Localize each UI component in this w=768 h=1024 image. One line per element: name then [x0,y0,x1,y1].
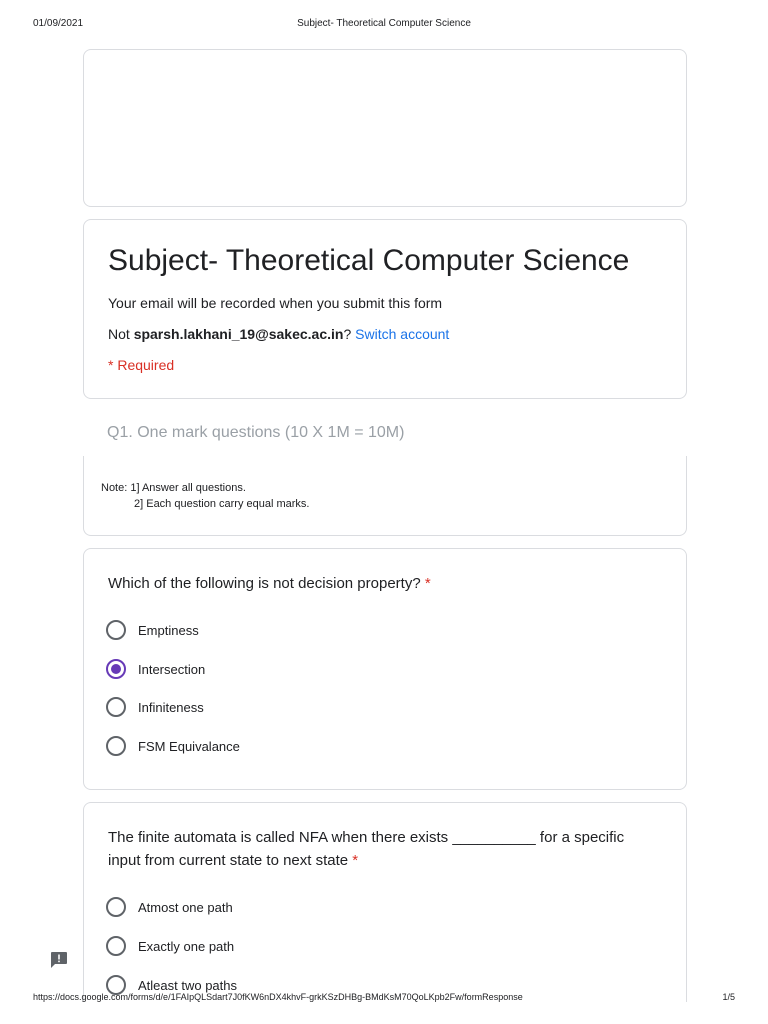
radio-button[interactable] [106,936,126,956]
question-text [108,572,658,595]
question-card-1 [83,548,687,790]
radio-button[interactable] [106,897,126,917]
section-header [83,410,687,456]
option-label: Infiniteness [138,699,204,715]
radio-button[interactable] [106,620,126,640]
radio-button[interactable] [106,736,126,756]
question-text [108,826,658,872]
radio-button[interactable] [106,697,126,717]
required-notice: * Required [108,357,175,373]
question-label: Which of the following is not decision property? [108,575,421,592]
note-line-2: 2] Each question carry equal marks. [134,498,310,510]
section-note [101,480,309,512]
option-label: FSM Equivalance [138,738,240,754]
option-label: Intersection [138,661,206,677]
option-exactly-one-path[interactable] [106,934,234,958]
option-emptiness[interactable] [106,618,199,642]
option-infiniteness[interactable] [106,695,204,719]
option-intersection[interactable] [106,657,205,681]
form-banner [83,49,687,207]
email-notice: Your email will be recorded when you submit this form [108,295,443,311]
section-title: Q1. One mark questions (10 X 1M = 10M) [107,424,405,441]
not-suffix: ? [343,326,356,342]
not-prefix: Not [108,326,134,342]
option-label: Emptiness [138,622,199,638]
question-label: The finite automata is called NFA when there exists __________ for a specific input from current state to next state [108,829,625,869]
print-footer [0,992,768,1006]
print-title: Subject- Theoretical Computer Science [297,18,471,29]
option-fsm-equivalance[interactable] [106,734,240,758]
print-page-number: 1/5 [722,992,735,1002]
option-atmost-one-path[interactable] [106,895,233,919]
account-email: sparsh.lakhani_19@sakec.ac.in [133,326,344,342]
required-star: * [424,575,431,592]
note-line-1: Note: 1] Answer all questions. [101,482,246,494]
feedback-icon[interactable] [49,950,69,970]
switch-account-link[interactable]: Switch account [355,326,450,342]
print-date: 01/09/2021 [33,18,84,29]
question-card-2 [83,802,687,1002]
print-header [0,18,768,32]
print-url: https://docs.google.com/forms/d/e/1FAIpQLSdart7J0fKW6nDX4khvF-grkKSzDHBg-BMdKsM70QoLKpb2Fw/formResponse [33,992,523,1002]
account-line [108,326,449,342]
option-label: Atleast two paths [138,977,237,993]
required-star: * [352,852,359,869]
option-label: Exactly one path [138,938,235,954]
section-note-card [83,456,687,536]
form-title: Subject- Theoretical Computer Science [108,244,630,277]
radio-button-selected[interactable] [106,659,126,679]
option-label: Atmost one path [138,899,233,915]
form-title-card [83,219,687,399]
